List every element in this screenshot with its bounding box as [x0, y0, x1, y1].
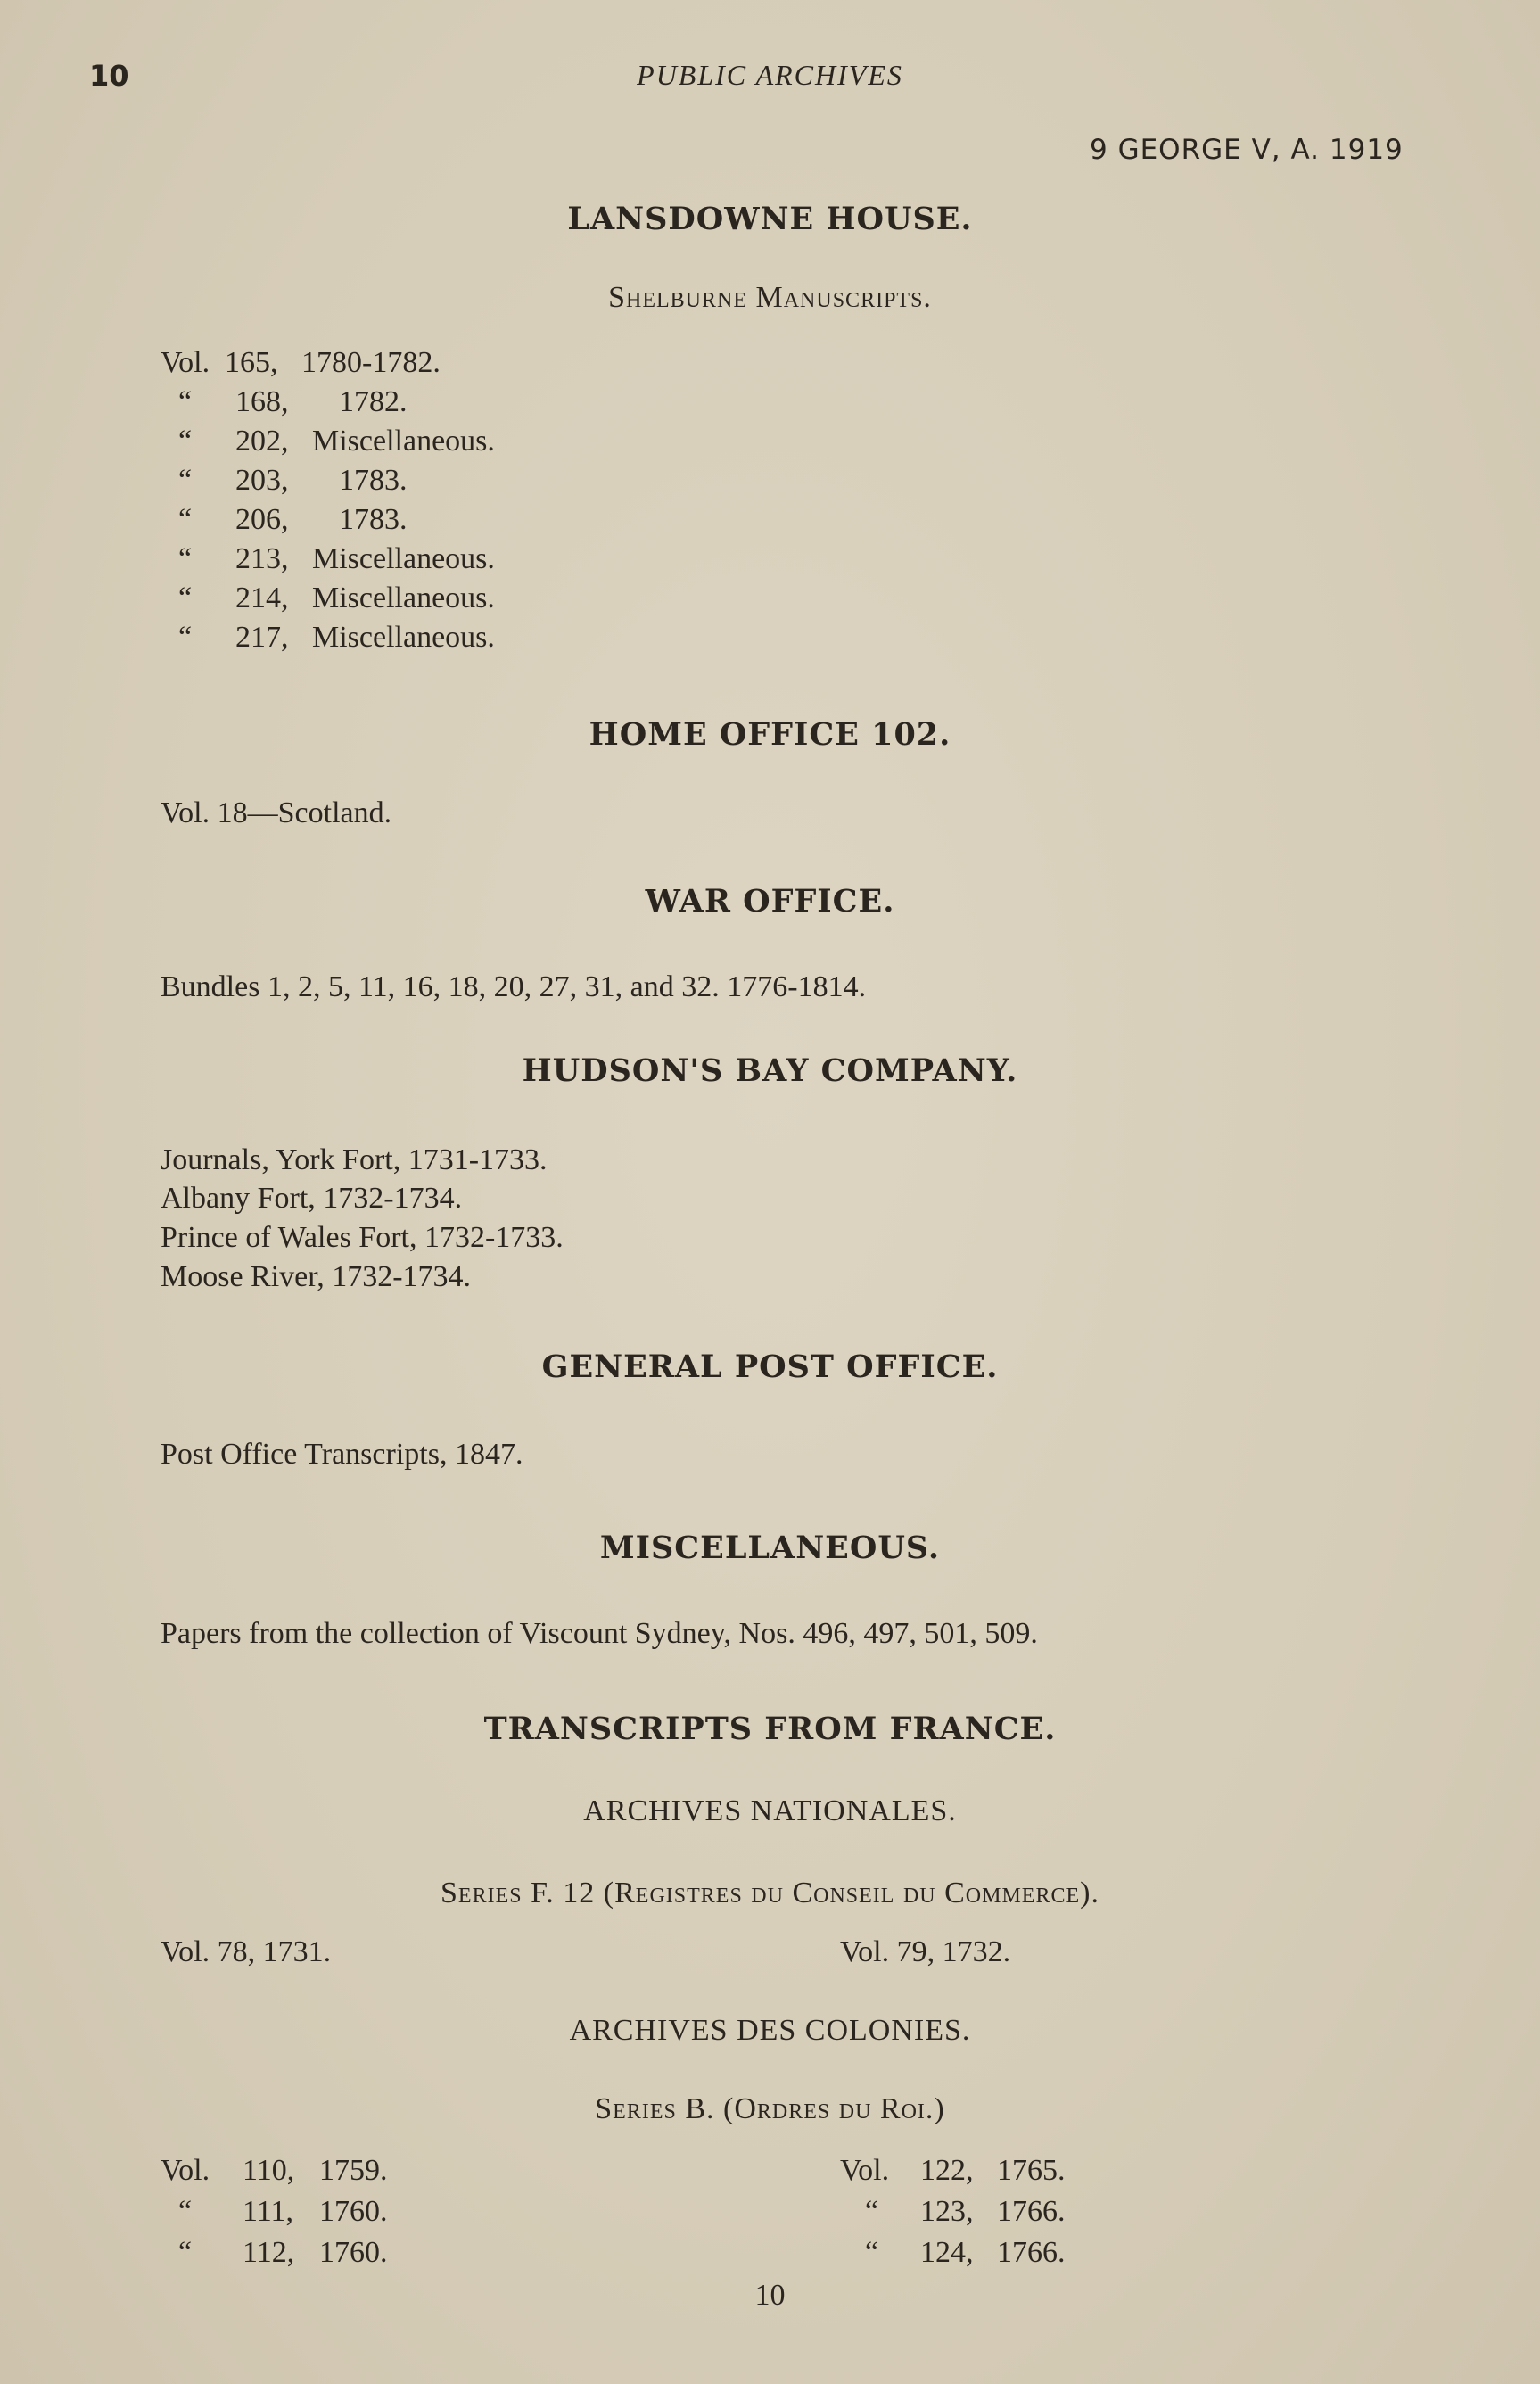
list-item: Vol. 165, 1780-1782.	[161, 346, 441, 379]
heading-general-post-office: GENERAL POST OFFICE.	[541, 1349, 999, 1385]
list-item: Journals, York Fort, 1731-1733.	[161, 1143, 548, 1176]
heading-home-office: HOME OFFICE 102.	[589, 716, 951, 753]
list-item: “ 217, Miscellaneous.	[178, 621, 495, 654]
list-item: “ 112, 1760.	[178, 2236, 388, 2269]
list-item: Prince of Wales Fort, 1732-1733.	[161, 1221, 564, 1254]
list-item: Moose River, 1732-1734.	[161, 1260, 472, 1293]
list-item: “ 123, 1766.	[865, 2195, 1066, 2228]
running-title: PUBLIC ARCHIVES	[637, 59, 903, 91]
heading-transcripts-from-france: TRANSCRIPTS FROM FRANCE.	[483, 1711, 1057, 1747]
miscellaneous-line: Papers from the collection of Viscount Sydney, Nos. 496, 497, 501, 509.	[161, 1617, 1038, 1650]
series-f12-label: Series F. 12 (Registres du Conseil du Commerce).	[441, 1877, 1099, 1910]
series-b-label: Series B. (Ordres du Roi.)	[595, 2092, 945, 2125]
list-item: “ 111, 1760.	[178, 2195, 388, 2228]
list-item: “ 202, Miscellaneous.	[178, 425, 495, 458]
list-item: Albany Fort, 1732-1734.	[161, 1182, 463, 1215]
post-office-line: Post Office Transcripts, 1847.	[161, 1438, 523, 1471]
subheading-shelburne-manuscripts: Shelburne Manuscripts.	[608, 281, 932, 314]
f12-left-entry: Vol. 78, 1731.	[161, 1935, 332, 1968]
session-label: 9 GEORGE V, A. 1919	[1090, 134, 1404, 166]
subheading-archives-nationales: ARCHIVES NATIONALES.	[583, 1794, 957, 1827]
subheading-archives-des-colonies: ARCHIVES DES COLONIES.	[569, 2014, 971, 2047]
list-item: Vol. 110, 1759.	[161, 2154, 388, 2187]
list-item: “ 213, Miscellaneous.	[178, 542, 495, 575]
list-item: “ 206, 1783.	[178, 503, 408, 536]
home-office-line: Vol. 18—Scotland.	[161, 796, 392, 829]
f12-right-entry: Vol. 79, 1732.	[840, 1935, 1011, 1968]
header-page-number: 10	[89, 59, 129, 93]
heading-hudsons-bay-company: HUDSON'S BAY COMPANY.	[522, 1052, 1018, 1089]
heading-miscellaneous: MISCELLANEOUS.	[599, 1530, 941, 1566]
heading-lansdowne-house: LANSDOWNE HOUSE.	[567, 201, 973, 237]
footer-page-number: 10	[754, 2279, 786, 2312]
list-item: Vol. 122, 1765.	[840, 2154, 1066, 2187]
war-office-line: Bundles 1, 2, 5, 11, 16, 18, 20, 27, 31, and 32. 1776-1814.	[161, 970, 867, 1003]
list-item: “ 168, 1782.	[178, 385, 408, 418]
heading-war-office: WAR OFFICE.	[645, 883, 895, 920]
list-item: “ 124, 1766.	[865, 2236, 1066, 2269]
list-item: “ 203, 1783.	[178, 464, 408, 497]
list-item: “ 214, Miscellaneous.	[178, 582, 495, 615]
